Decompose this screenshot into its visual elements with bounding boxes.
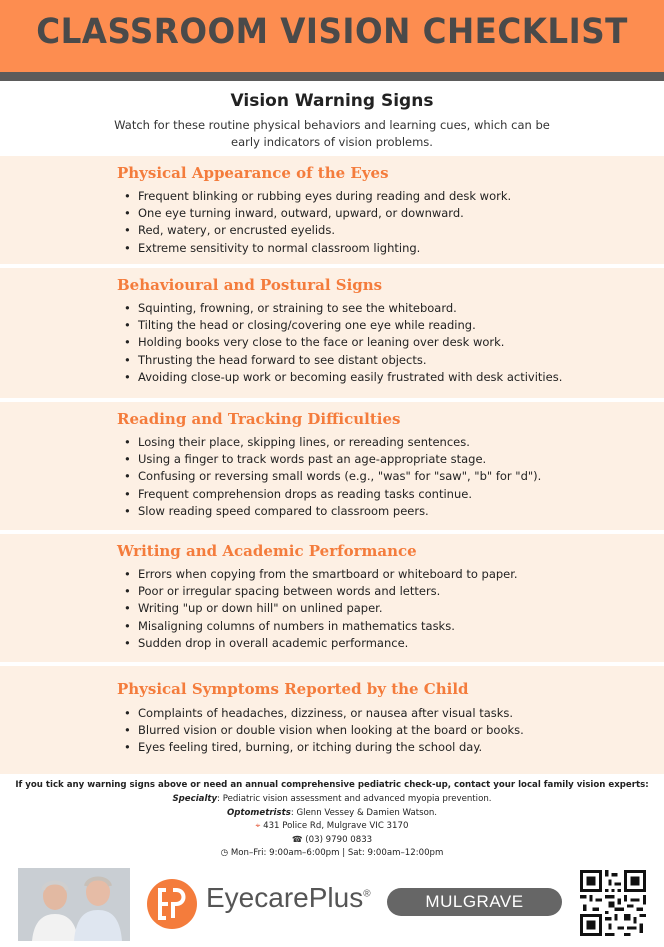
list-item: • Tilting the head or closing/covering one eye while reading. <box>124 317 562 334</box>
phone-text[interactable]: (03) 9790 0833 <box>305 834 373 845</box>
list-item: • Holding books very close to the face or leaning over desk work. <box>124 334 562 351</box>
section-behavioural-postural <box>0 268 664 398</box>
logo-strip <box>0 862 664 947</box>
phone-icon: ☎ <box>291 834 303 845</box>
section-title: Writing and Academic Performance <box>117 542 417 560</box>
specialty-line <box>0 793 664 807</box>
header-stripe <box>0 72 664 81</box>
list-item: • Losing their place, skipping lines, or rereading sentences. <box>124 434 541 451</box>
list-item: • Frequent comprehension drops as reading tasks continue. <box>124 486 541 503</box>
list-item: • Avoiding close-up work or becoming easily frustrated with desk activities. <box>124 369 562 386</box>
list-item: • Eyes feeling tired, burning, or itching during the school day. <box>124 739 524 756</box>
section-title: Physical Symptoms Reported by the Child <box>117 680 469 698</box>
registered-mark: ® <box>363 888 371 900</box>
optometrists-photo-art <box>18 868 130 941</box>
hours-text: Mon–Fri: 9:00am–6:00pm | Sat: 9:00am–12:00pm <box>230 848 444 858</box>
clock-icon: ◷ <box>220 848 229 858</box>
list-item: • Thrusting the head forward to see distant objects. <box>124 352 562 369</box>
list-item: • Confusing or reversing small words (e.g., "was" for "saw", "b" for "d"). <box>124 468 541 485</box>
list-item: • One eye turning inward, outward, upward, or downward. <box>124 205 511 222</box>
brand-name-main: Eyecare <box>206 882 309 913</box>
brand-name <box>206 882 371 914</box>
section-writing-academic <box>0 534 664 662</box>
section-list <box>124 188 511 257</box>
list-item: • Errors when copying from the smartboard or whiteboard to paper. <box>124 566 518 583</box>
page-title: CLASSROOM VISION CHECKLIST <box>36 12 628 52</box>
footer-lead: If you tick any warning signs above or need an annual comprehensive pediatric check-up, contact your local family vision experts: <box>15 780 649 790</box>
section-title: Physical Appearance of the Eyes <box>117 164 389 182</box>
eyecareplus-logo-icon <box>146 878 198 930</box>
list-item: • Squinting, frowning, or straining to see the whiteboard. <box>124 300 562 317</box>
list-item: • Sudden drop in overall academic performance. <box>124 635 518 652</box>
specialty-value: : Pediatric vision assessment and advanced myopia prevention. <box>217 794 492 804</box>
section-physical-appearance <box>0 156 664 264</box>
phone-line <box>0 834 664 848</box>
list-item: • Extreme sensitivity to normal classroom lighting. <box>124 240 511 257</box>
intro-title: Vision Warning Signs <box>230 91 434 111</box>
list-item: • Using a finger to track words past an age-appropriate stage. <box>124 451 541 468</box>
section-list <box>124 566 518 652</box>
section-reading-tracking <box>0 402 664 530</box>
section-list <box>124 434 541 520</box>
header-banner <box>0 0 664 72</box>
qr-code[interactable] <box>580 870 646 936</box>
intro-subtitle: Watch for these routine physical behaviors and learning cues, which can be early indicators of vision problems. <box>114 118 550 149</box>
contact-footer <box>0 778 664 861</box>
list-item: • Complaints of headaches, dizziness, or nausea after visual tasks. <box>124 705 524 722</box>
list-item: • Blurred vision or double vision when looking at the board or books. <box>124 722 524 739</box>
location-badge: MULGRAVE <box>387 888 562 916</box>
address-line <box>0 820 664 834</box>
specialty-label: Specialty <box>172 794 218 804</box>
section-physical-symptoms <box>0 666 664 774</box>
optometrists-line <box>0 807 664 821</box>
list-item: • Writing "up or down hill" on unlined paper. <box>124 600 518 617</box>
section-list <box>124 705 524 757</box>
pin-icon: ⌖ <box>255 821 261 831</box>
brand-name-plus: Plus <box>308 882 364 913</box>
section-title: Reading and Tracking Difficulties <box>117 410 401 428</box>
section-list <box>124 300 562 386</box>
list-item: • Misaligning columns of numbers in mathematics tasks. <box>124 618 518 635</box>
list-item: • Frequent blinking or rubbing eyes during reading and desk work. <box>124 188 511 205</box>
optometrists-value: : Glenn Vessey & Damien Watson. <box>290 807 438 818</box>
optometrists-photo <box>18 868 130 941</box>
list-item: • Slow reading speed compared to classroom peers. <box>124 503 541 520</box>
list-item: • Poor or irregular spacing between words and letters. <box>124 583 518 600</box>
section-title: Behavioural and Postural Signs <box>117 276 383 294</box>
optometrists-label: Optometrists <box>226 807 291 818</box>
hours-line <box>0 847 664 861</box>
address-text[interactable]: 431 Police Rd, Mulgrave VIC 3170 <box>263 821 409 831</box>
list-item: • Red, watery, or encrusted eyelids. <box>124 222 511 239</box>
